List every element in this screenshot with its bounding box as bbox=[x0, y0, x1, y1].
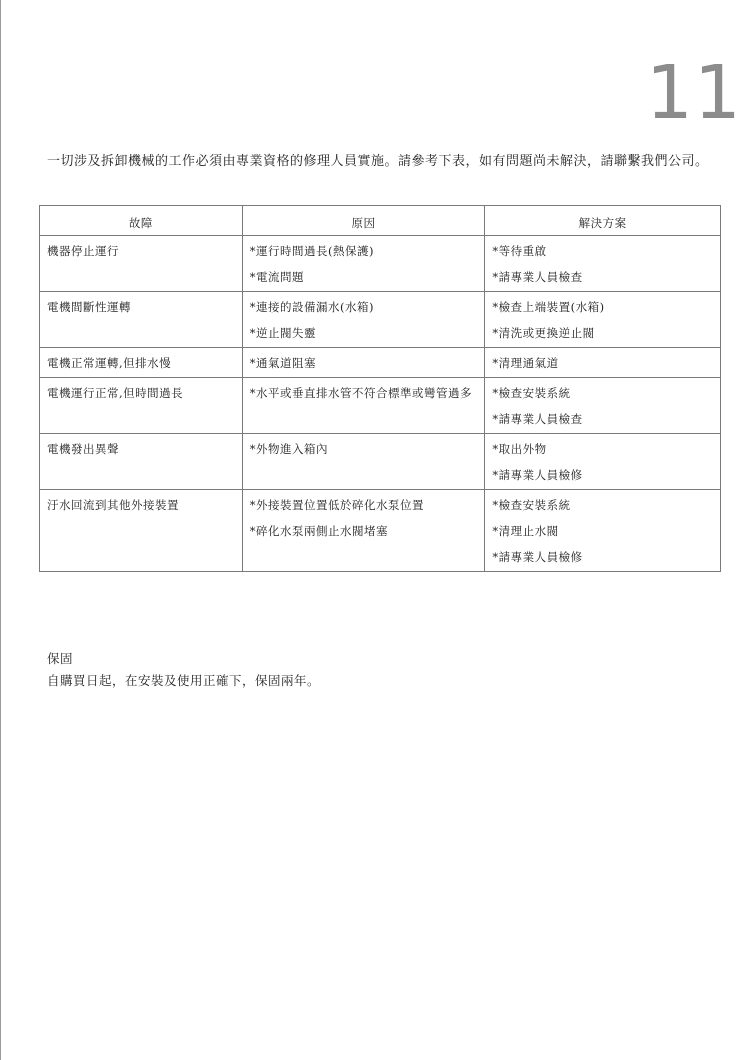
header-fault: 故障 bbox=[40, 206, 243, 236]
cause-cell: *連接的設備漏水(水箱) *逆止閥失靈 bbox=[242, 292, 485, 348]
intro-paragraph: 一切涉及拆卸機械的工作必須由專業資格的修理人員實施。請參考下表，如有問題尚未解決，請聯繫我們公司。 bbox=[47, 154, 709, 169]
solution-cell: *清理通氣道 bbox=[485, 348, 721, 378]
cause-cell: *通氣道阻塞 bbox=[242, 348, 485, 378]
table-header-row bbox=[40, 206, 721, 236]
solution-cell: *檢查安裝系統 *請專業人員檢查 bbox=[485, 378, 721, 434]
warranty-text: 自購買日起，在安裝及使用正確下，保固兩年。 bbox=[47, 673, 321, 688]
cause-cell: *水平或垂直排水管不符合標準或彎管過多 bbox=[242, 378, 485, 434]
header-cause: 原因 bbox=[242, 206, 485, 236]
fault-cell: 電機運行正常,但時間過長 bbox=[40, 378, 243, 434]
warranty-section bbox=[47, 648, 320, 692]
troubleshooting-table bbox=[39, 205, 721, 572]
warranty-title: 保固 bbox=[47, 651, 74, 666]
table-row bbox=[40, 378, 721, 434]
cause-cell: *外接裝置位置低於碎化水泵位置 *碎化水泵兩側止水閥堵塞 bbox=[242, 490, 485, 572]
header-solution: 解決方案 bbox=[485, 206, 721, 236]
cause-cell: *運行時間過長(熱保護) *電流問題 bbox=[242, 236, 485, 292]
fault-cell: 汙水回流到其他外接裝置 bbox=[40, 490, 243, 572]
fault-cell: 電機間斷性運轉 bbox=[40, 292, 243, 348]
table-row bbox=[40, 292, 721, 348]
page-number: 11 bbox=[645, 50, 742, 136]
solution-cell: *檢查上端裝置(水箱) *清洗或更換逆止閥 bbox=[485, 292, 721, 348]
solution-cell: *取出外物 *請專業人員檢修 bbox=[485, 434, 721, 490]
table-row bbox=[40, 434, 721, 490]
table-row bbox=[40, 236, 721, 292]
table-row bbox=[40, 348, 721, 378]
fault-cell: 機器停止運行 bbox=[40, 236, 243, 292]
fault-cell: 電機正常運轉,但排水慢 bbox=[40, 348, 243, 378]
page-edge bbox=[0, 0, 1, 1060]
solution-cell: *等待重啟 *請專業人員檢查 bbox=[485, 236, 721, 292]
fault-cell: 電機發出異聲 bbox=[40, 434, 243, 490]
cause-cell: *外物進入箱內 bbox=[242, 434, 485, 490]
solution-cell: *檢查安裝系統 *清理止水閥 *請專業人員檢修 bbox=[485, 490, 721, 572]
table-row bbox=[40, 490, 721, 572]
